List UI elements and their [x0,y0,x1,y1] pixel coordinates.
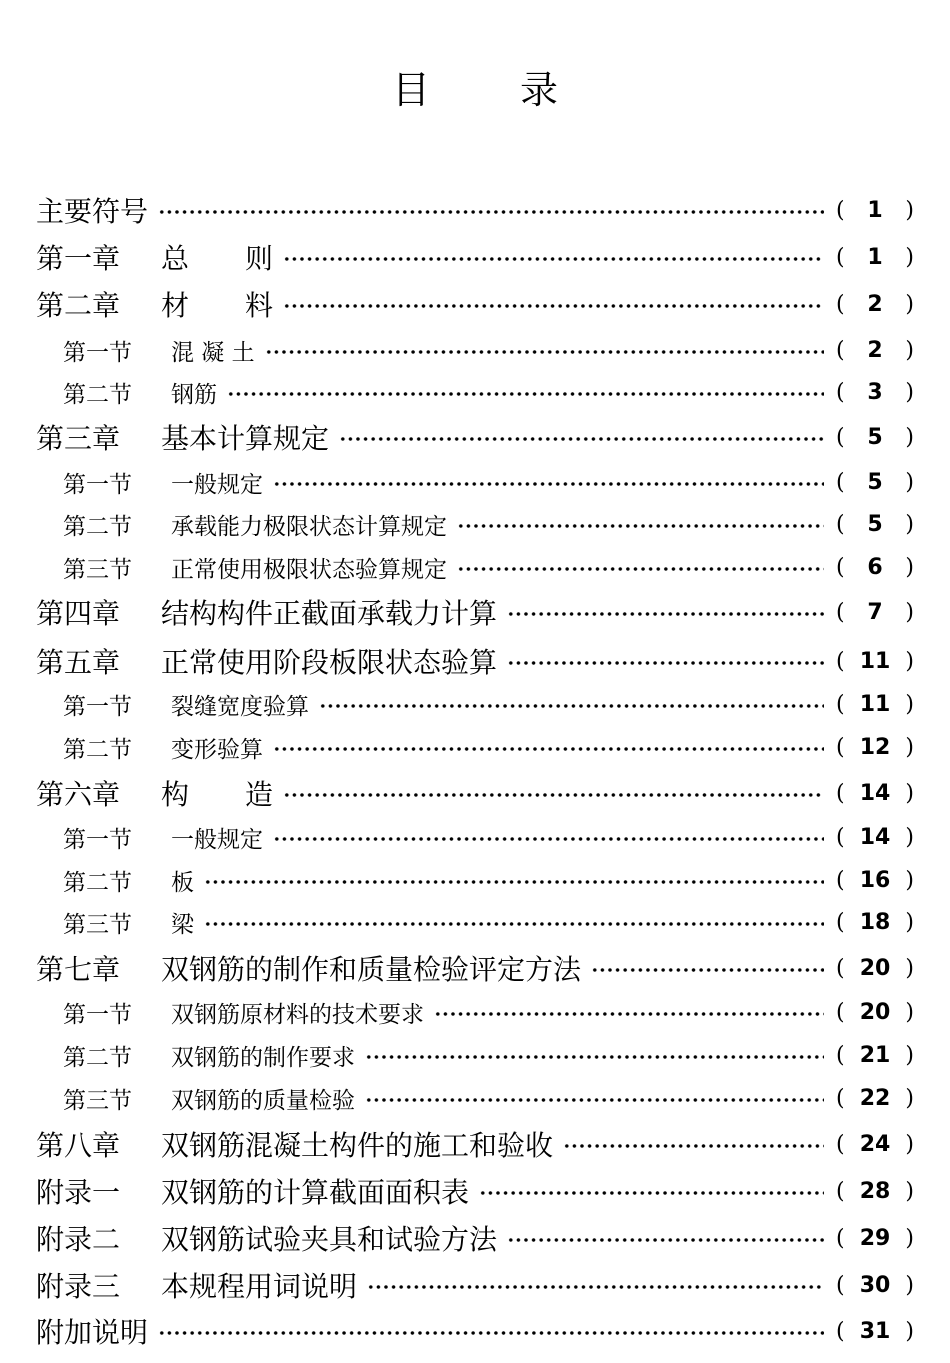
entry-title: 双钢筋的制作和质量检验评定方法 [161,953,582,986]
dot-leader [319,704,824,708]
toc-chapter-entry[interactable] [36,1122,914,1166]
close-paren: ) [905,1225,914,1251]
open-paren: ( [836,1272,845,1298]
close-paren: ) [905,1042,914,1068]
open-paren: ( [836,554,845,580]
close-paren: ) [905,197,914,223]
open-paren: ( [836,1085,845,1111]
close-paren: ) [905,691,914,717]
entry-number: 第七章 [36,953,121,986]
entry-number: 第二节 [63,869,132,896]
entry-label [36,592,497,632]
toc-section-entry[interactable] [36,370,914,414]
page-reference [836,910,914,935]
page-number: 21 [859,1042,891,1068]
open-paren: ( [836,1042,845,1068]
toc-section-entry[interactable] [36,815,914,859]
entry-title: 正常使用极限状态验算规定 [171,556,447,583]
entry-label [36,948,581,988]
entry-label [36,688,309,721]
dot-leader [283,304,824,308]
open-paren: ( [836,909,845,935]
entry-number: 第三章 [36,422,121,455]
toc-chapter-entry[interactable] [36,771,914,815]
toc-chapter-entry[interactable] [36,235,914,279]
close-paren: ) [905,867,914,893]
entry-label [36,376,217,409]
page-number: 5 [867,469,883,495]
page-reference [836,825,914,850]
entry-title: 结构构件正截面承载力计算 [161,597,498,630]
page-reference [836,1132,914,1157]
close-paren: ) [905,999,914,1025]
entry-number: 主要符号 [36,195,149,228]
entry-title: 双钢筋试验夹具和试验方法 [161,1223,498,1256]
page-number: 1 [867,244,883,270]
dot-leader [204,880,824,884]
entry-number: 第三节 [63,911,132,938]
dot-leader [563,1144,824,1148]
toc-chapter-entry[interactable] [36,415,914,459]
open-paren: ( [836,469,845,495]
entry-number: 第一节 [63,1001,132,1028]
entry-title: 钢筋 [171,381,217,408]
dot-leader [457,567,824,571]
page-reference [836,649,914,674]
open-paren: ( [836,824,845,850]
toc-section-entry[interactable] [36,990,914,1034]
toc-section-entry[interactable] [36,682,914,726]
page-reference [836,1000,914,1025]
toc-section-entry[interactable] [36,460,914,504]
toc-section-entry[interactable] [36,725,914,769]
close-paren: ) [905,337,914,363]
dot-leader [158,210,824,214]
dot-leader [204,922,824,926]
entry-number: 第二节 [63,381,132,408]
entry-number: 第三节 [63,556,132,583]
page-reference [836,380,914,405]
close-paren: ) [905,599,914,625]
entry-label [36,1171,469,1211]
entry-number: 第二节 [63,1044,132,1071]
close-paren: ) [905,1272,914,1298]
open-paren: ( [836,197,845,223]
toc-section-entry[interactable] [36,545,914,589]
page-number: 28 [859,1178,891,1204]
open-paren: ( [836,955,845,981]
page-reference [836,735,914,760]
entry-label [36,190,148,230]
page-reference [836,956,914,981]
close-paren: ) [905,1178,914,1204]
page-reference [836,198,914,223]
dot-leader [507,612,824,616]
page-number: 3 [867,379,883,405]
page-number: 20 [859,999,891,1025]
page-reference [836,1086,914,1111]
dot-leader [365,1055,824,1059]
entry-number: 第二章 [36,289,121,322]
page-reference [836,245,914,270]
page-number: 7 [867,599,883,625]
open-paren: ( [836,780,845,806]
entry-number: 附录一 [36,1176,121,1209]
close-paren: ) [905,734,914,760]
close-paren: ) [905,780,914,806]
close-paren: ) [905,379,914,405]
entry-number: 第六章 [36,778,121,811]
entry-number: 第一节 [63,471,132,498]
page-number: 11 [859,691,891,717]
page-title [0,62,950,118]
dot-leader [283,793,824,797]
dot-leader [367,1285,824,1289]
toc-section-entry[interactable] [36,900,914,944]
entry-title: 混 凝 土 [171,339,255,366]
page-reference [836,555,914,580]
entry-title: 正常使用阶段板限状态验算 [161,646,498,679]
dot-leader [227,392,824,396]
open-paren: ( [836,511,845,537]
entry-number: 第八章 [36,1129,121,1162]
entry-label [36,334,255,367]
dot-leader [265,350,824,354]
open-paren: ( [836,244,845,270]
page-number: 6 [867,554,883,580]
entry-label [36,1311,148,1351]
page-number: 5 [867,424,883,450]
entry-number: 第一节 [63,826,132,853]
page-number: 1 [867,197,883,223]
entry-number: 附录二 [36,1223,121,1256]
toc-chapter-entry[interactable] [36,1263,914,1307]
close-paren: ) [905,648,914,674]
close-paren: ) [905,424,914,450]
toc-chapter-entry[interactable] [36,639,914,683]
page-reference [836,600,914,625]
dot-leader [591,968,824,972]
dot-leader [434,1012,824,1016]
toc-section-entry[interactable] [36,328,914,372]
close-paren: ) [905,511,914,537]
toc-section-entry[interactable] [36,1076,914,1120]
entry-number: 附录三 [36,1270,121,1303]
open-paren: ( [836,1131,845,1157]
page-reference [836,512,914,537]
entry-label [36,1082,355,1115]
entry-title: 变形验算 [171,736,263,763]
toc-chapter-entry[interactable] [36,1216,914,1260]
entry-number: 第四章 [36,597,121,630]
close-paren: ) [905,1318,914,1344]
dot-leader [339,437,824,441]
open-paren: ( [836,424,845,450]
open-paren: ( [836,999,845,1025]
entry-label [36,864,194,897]
page-reference [836,1319,914,1344]
page-reference [836,338,914,363]
page-reference [836,425,914,450]
toc-section-entry[interactable] [36,858,914,902]
open-paren: ( [836,1178,845,1204]
page-reference [836,470,914,495]
entry-label [36,508,447,541]
page-reference [836,1273,914,1298]
entry-label [36,551,447,584]
entry-number: 第二节 [63,736,132,763]
entry-title: 总 则 [161,242,274,275]
page-reference [836,292,914,317]
entry-label [36,731,263,764]
entry-label [36,821,263,854]
entry-title: 裂缝宽度验算 [171,693,309,720]
entry-number: 第二节 [63,513,132,540]
open-paren: ( [836,599,845,625]
page-reference [836,692,914,717]
close-paren: ) [905,1085,914,1111]
dot-leader [507,1238,824,1242]
close-paren: ) [905,554,914,580]
entry-number: 第一节 [63,339,132,366]
toc-section-entry[interactable] [36,1033,914,1077]
open-paren: ( [836,379,845,405]
entry-number: 第五章 [36,646,121,679]
toc-chapter-entry[interactable] [36,1169,914,1213]
dot-leader [273,482,824,486]
entry-title: 双钢筋的计算截面面积表 [161,1176,470,1209]
open-paren: ( [836,1225,845,1251]
page-number: 18 [859,909,891,935]
entry-label [36,237,273,277]
dot-leader [283,257,824,261]
entry-title: 板 [171,869,194,896]
dot-leader [457,524,824,528]
page-number: 30 [859,1272,891,1298]
entry-title: 本规程用词说明 [161,1270,358,1303]
entry-label [36,996,424,1029]
page-number: 31 [859,1318,891,1344]
close-paren: ) [905,1131,914,1157]
entry-number: 第一节 [63,693,132,720]
page-number: 20 [859,955,891,981]
open-paren: ( [836,867,845,893]
open-paren: ( [836,691,845,717]
page-reference [836,1226,914,1251]
open-paren: ( [836,337,845,363]
page-reference [836,781,914,806]
close-paren: ) [905,291,914,317]
entry-title: 材 料 [161,289,274,322]
title-char-right: 录 [520,68,559,112]
page-reference [836,868,914,893]
entry-title: 一般规定 [171,471,263,498]
dot-leader [507,661,824,665]
dot-leader [273,747,824,751]
entry-number: 第三节 [63,1087,132,1114]
entry-title: 双钢筋的质量检验 [171,1087,355,1114]
entry-label [36,641,497,681]
entry-number: 第一章 [36,242,121,275]
entry-label [36,284,273,324]
entry-label [36,417,329,457]
entry-label [36,906,194,939]
page-number: 14 [859,780,891,806]
page-number: 2 [867,291,883,317]
entry-label [36,1039,355,1072]
entry-label [36,1124,553,1164]
entry-title: 承载能力极限状态计算规定 [171,513,447,540]
page-number: 16 [859,867,891,893]
open-paren: ( [836,734,845,760]
dot-leader [365,1098,824,1102]
close-paren: ) [905,955,914,981]
entry-title: 一般规定 [171,826,263,853]
dot-leader [158,1331,824,1335]
entry-label [36,1265,357,1305]
toc-chapter-entry[interactable] [36,590,914,634]
open-paren: ( [836,648,845,674]
page-number: 22 [859,1085,891,1111]
entry-title: 双钢筋的制作要求 [171,1044,355,1071]
toc-chapter-entry[interactable] [36,188,914,232]
page-number: 24 [859,1131,891,1157]
toc-chapter-entry[interactable] [36,946,914,990]
page-number: 14 [859,824,891,850]
page-number: 12 [859,734,891,760]
entry-label [36,466,263,499]
dot-leader [479,1191,824,1195]
entry-title: 双钢筋原材料的技术要求 [171,1001,424,1028]
title-char-left: 目 [391,68,430,112]
toc-chapter-entry[interactable] [36,282,914,326]
open-paren: ( [836,291,845,317]
entry-title: 梁 [171,911,194,938]
entry-title: 基本计算规定 [161,422,330,455]
page-number: 29 [859,1225,891,1251]
close-paren: ) [905,909,914,935]
close-paren: ) [905,469,914,495]
entry-title: 双钢筋混凝土构件的施工和验收 [161,1129,554,1162]
toc-section-entry[interactable] [36,502,914,546]
close-paren: ) [905,824,914,850]
entry-title: 构 造 [161,778,274,811]
dot-leader [273,837,824,841]
page-reference [836,1043,914,1068]
entry-label [36,773,273,813]
page-number: 5 [867,511,883,537]
toc-chapter-entry[interactable] [36,1309,914,1353]
entry-number: 附加说明 [36,1316,149,1349]
page-number: 11 [859,648,891,674]
entry-label [36,1218,497,1258]
page-number: 2 [867,337,883,363]
page-reference [836,1179,914,1204]
close-paren: ) [905,244,914,270]
open-paren: ( [836,1318,845,1344]
